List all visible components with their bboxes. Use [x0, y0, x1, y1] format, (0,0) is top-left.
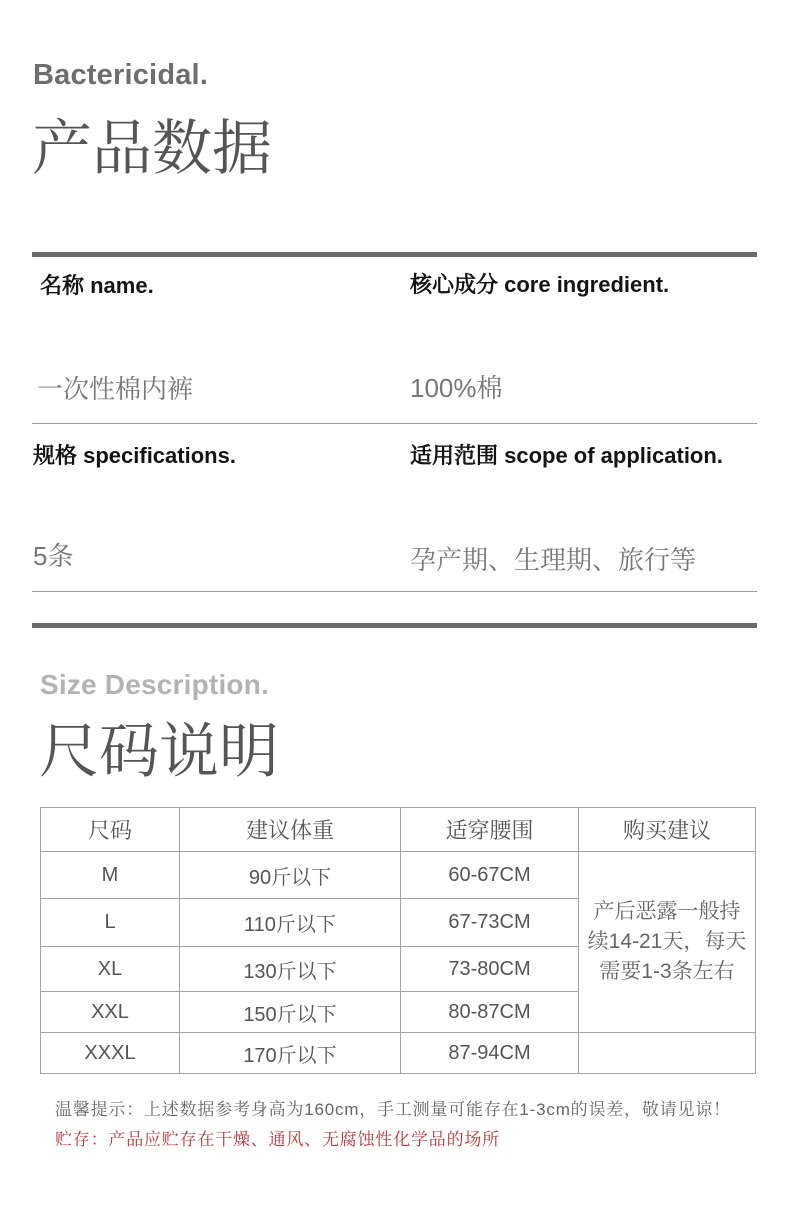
cell-size: M [41, 852, 180, 899]
header-size: 尺码 [41, 808, 180, 852]
field-label-name: 名称 name. [40, 273, 154, 298]
size-description-eyebrow: Size Description. [40, 669, 270, 700]
divider-thick-top [32, 252, 757, 257]
cell-weight: 110斤以下 [180, 899, 401, 947]
cell-weight: 130斤以下 [180, 947, 401, 992]
advice-line: 需要1-3条左右 [599, 960, 735, 983]
field-value-name: 一次性棉内裤 [37, 374, 194, 404]
cell-weight: 170斤以下 [180, 1033, 401, 1074]
cell-weight: 150斤以下 [180, 992, 401, 1033]
header-purchase-advice: 购买建议 [579, 808, 756, 852]
divider-thin [32, 423, 757, 424]
field-label-scope-of-application: 适用范围 scope of application. [410, 443, 723, 468]
measurement-tip: 温馨提示：上述数据参考身高为160cm，手工测量可能存在1-3cm的误差，敬请见谅！ [55, 1100, 731, 1119]
cell-weight: 90斤以下 [180, 852, 401, 899]
header-suggested-weight: 建议体重 [180, 808, 401, 852]
field-value-core-ingredient: 100%棉 [410, 373, 503, 403]
cell-waist: 67-73CM [401, 899, 579, 947]
cell-size: L [41, 899, 180, 947]
cell-waist: 87-94CM [401, 1033, 579, 1074]
field-value-scope-of-application: 孕产期、生理期、旅行等 [410, 545, 697, 575]
cell-waist: 60-67CM [401, 852, 579, 899]
cell-purchase-advice [579, 852, 756, 1033]
cell-size: XL [41, 947, 180, 992]
advice-line: 产后恶露一般持 [593, 900, 741, 923]
field-value-specifications: 5条 [33, 541, 74, 571]
cell-waist: 80-87CM [401, 992, 579, 1033]
cell-size: XXL [41, 992, 180, 1033]
size-table [40, 807, 756, 1074]
cell-waist: 73-80CM [401, 947, 579, 992]
header-waist: 适穿腰围 [401, 808, 579, 852]
table-header-row [41, 808, 756, 852]
table-row [41, 1033, 756, 1074]
product-data-title: 产品数据 [32, 115, 272, 182]
divider-thick-bottom [32, 623, 757, 628]
divider-thin [32, 591, 757, 592]
field-label-specifications: 规格 specifications. [33, 443, 236, 468]
cell-empty [579, 1033, 756, 1074]
field-label-core-ingredient: 核心成分 core ingredient. [410, 272, 670, 297]
product-data-eyebrow: Bactericidal. [33, 59, 209, 91]
advice-line: 续14-21天，每天 [587, 930, 747, 953]
storage-note: 贮存：产品应贮存在干燥、通风、无腐蚀性化学品的场所 [55, 1130, 500, 1149]
cell-size: XXXL [41, 1033, 180, 1074]
table-row [41, 852, 756, 899]
size-description-title: 尺码说明 [39, 718, 279, 785]
